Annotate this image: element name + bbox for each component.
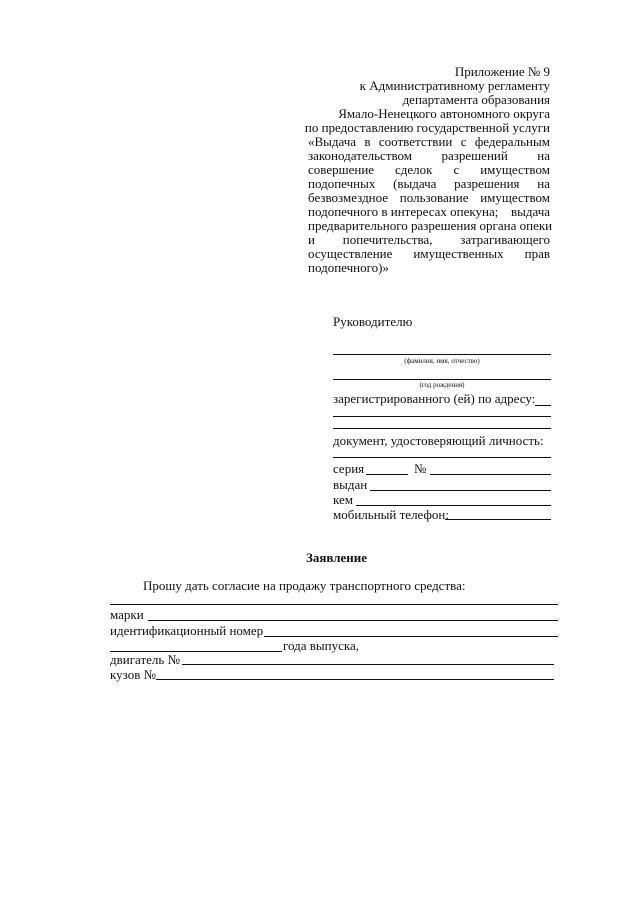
make-field[interactable]	[148, 620, 558, 621]
word: на	[537, 148, 550, 163]
birth-year-caption: (год рождения)	[419, 381, 465, 389]
word: сделок	[395, 162, 433, 177]
series-field[interactable]	[366, 474, 408, 475]
word: разрешений	[441, 148, 508, 163]
word: пользование	[399, 190, 469, 205]
engine-label: двигатель №	[110, 652, 180, 667]
body-label: кузов №	[110, 667, 156, 682]
word: подопечных	[308, 176, 376, 191]
word: осуществление	[308, 246, 393, 261]
body-field[interactable]	[156, 679, 554, 680]
appendix-number: Приложение № 9	[454, 64, 550, 79]
word: соответствии	[378, 134, 453, 149]
number-label: №	[414, 461, 427, 476]
full-name-caption: (фамилия, имя, отчество)	[404, 357, 480, 365]
addressee-heading: Руководителю	[333, 314, 413, 329]
issued-label: выдан	[333, 477, 368, 492]
regulation-line-2: департамента образования	[402, 92, 550, 107]
id-document-label: документ, удостоверяющий личность:	[333, 433, 544, 448]
word: совершение	[308, 162, 375, 177]
mobile-phone-label: мобильный телефон:	[333, 507, 449, 522]
word: подопечного в интересах опекуна;	[308, 204, 499, 219]
statement-intro: Прошу дать согласие на продажу транспортного средства:	[143, 578, 466, 593]
birth-year-field[interactable]	[333, 379, 551, 380]
regulation-line-4: по предоставлению государственной услуги	[304, 120, 550, 135]
word: федеральным	[474, 134, 550, 149]
word: попечительства,	[342, 232, 433, 247]
word: «Выдача	[308, 134, 357, 149]
vehicle-line-field[interactable]	[110, 604, 558, 605]
full-name-field[interactable]	[333, 354, 551, 355]
regulation-line-3: Ямало-Ненецкого автономного округа	[338, 106, 550, 121]
word: на	[537, 176, 550, 191]
word: безвозмездное	[308, 190, 389, 205]
make-label: марки	[110, 607, 144, 622]
word: предварительного разрешения органа опеки	[308, 218, 553, 233]
word: выдача	[510, 204, 550, 219]
statement-title: Заявление	[306, 550, 368, 565]
issued-by-field[interactable]	[356, 505, 551, 506]
year-label: года выпуска,	[283, 638, 360, 653]
word: прав	[524, 246, 550, 261]
address-field-line-2[interactable]	[333, 416, 551, 417]
word: имуществом	[480, 190, 550, 205]
id-document-field[interactable]	[333, 457, 551, 458]
word: в	[364, 134, 371, 149]
engine-field[interactable]	[182, 664, 554, 665]
mobile-phone-field[interactable]	[445, 519, 551, 520]
series-label: серия	[333, 461, 365, 476]
number-field[interactable]	[430, 474, 551, 475]
word: с	[453, 162, 460, 177]
word: с	[460, 134, 467, 149]
word: разрешения	[454, 176, 520, 191]
vin-label: идентификационный номер	[110, 623, 264, 638]
vin-field[interactable]	[264, 636, 558, 637]
word: и	[308, 232, 315, 247]
word: имущественных	[413, 246, 504, 261]
word: законодательством	[308, 148, 413, 163]
registered-address-label: зарегистрированного (ей) по адресу:	[333, 391, 536, 406]
address-field-line-3[interactable]	[333, 428, 551, 429]
address-field[interactable]	[535, 405, 551, 406]
word: имуществом	[480, 162, 550, 177]
issued-field[interactable]	[370, 490, 551, 491]
regulation-line-1: к Административному регламенту	[359, 78, 550, 93]
issued-by-label: кем	[333, 492, 353, 507]
service-line-last: подопечного)»	[308, 260, 389, 275]
word: (выдача	[393, 176, 437, 191]
word: затрагивающего	[460, 232, 550, 247]
